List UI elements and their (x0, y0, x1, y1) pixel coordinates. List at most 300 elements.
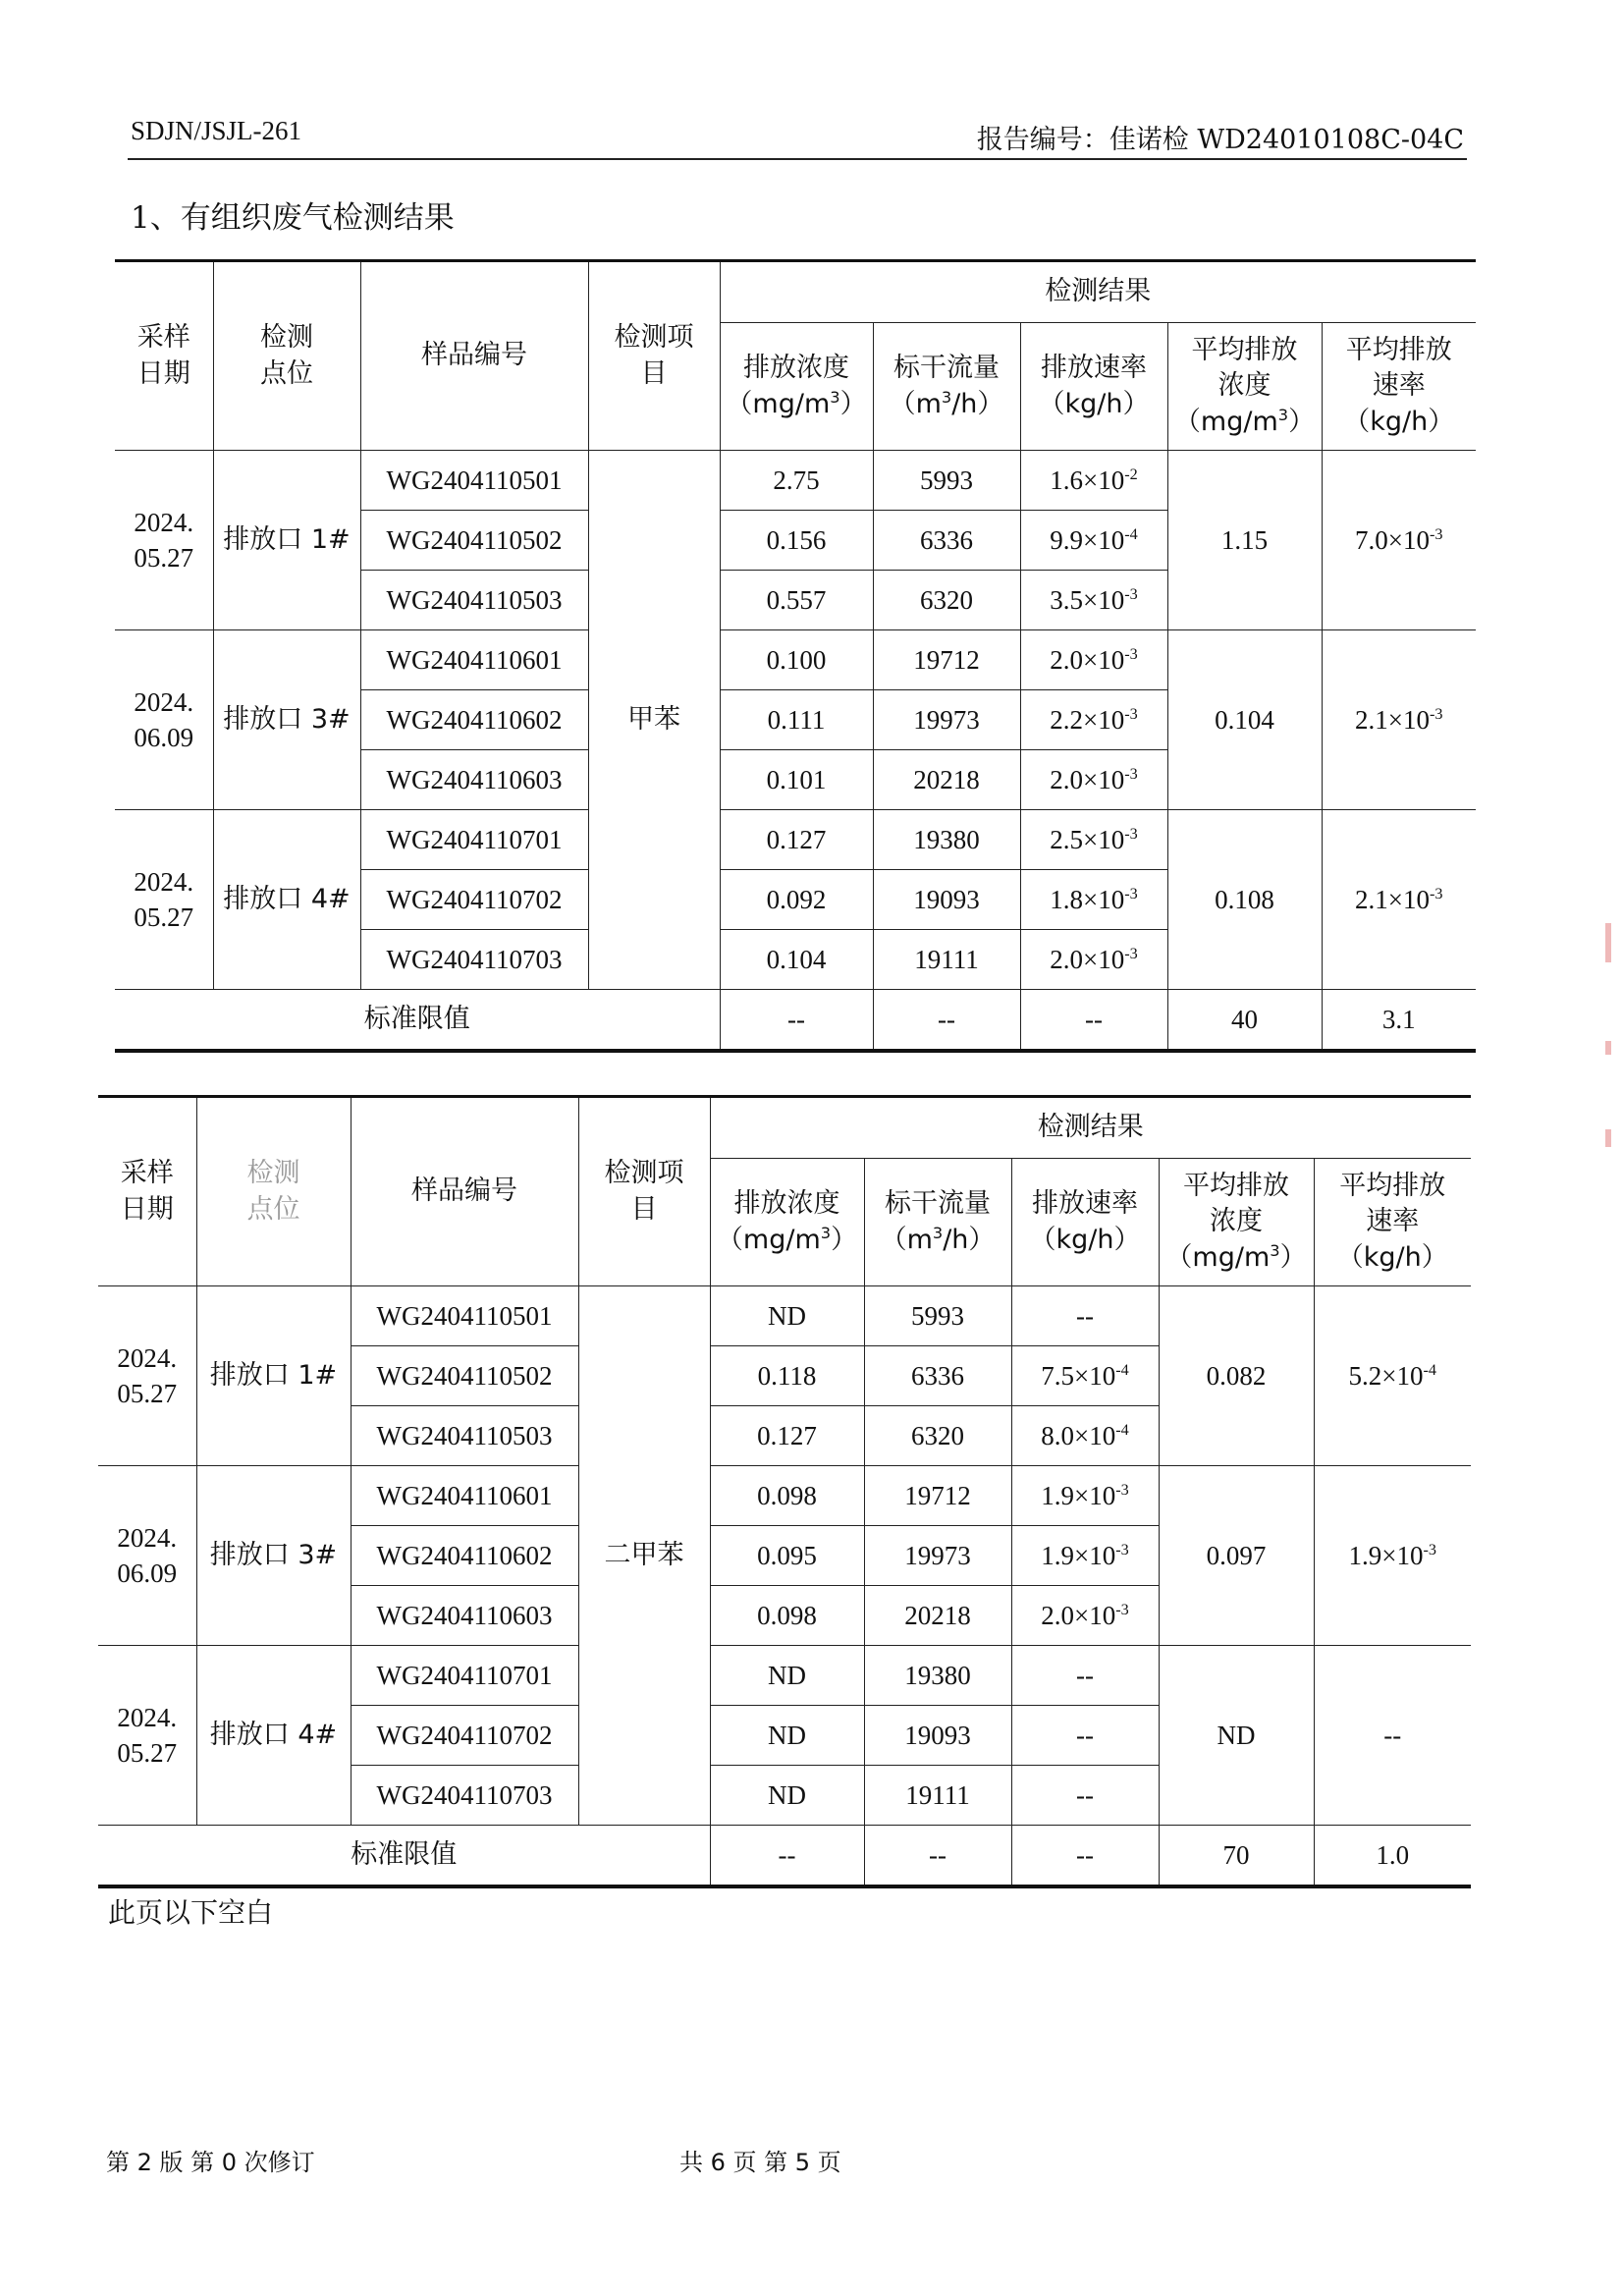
standard-dry-flow (873, 750, 1020, 810)
limit-flow (864, 1826, 1011, 1886)
value-text: 6336 (920, 524, 973, 555)
sample-number (351, 1286, 578, 1346)
superscript: -4 (1115, 1360, 1129, 1379)
toluene-results-table (115, 259, 1476, 1053)
header-standard-dry-flow (864, 1159, 1011, 1286)
header-average-concentration (1159, 1159, 1314, 1286)
value-text: -- (787, 1004, 805, 1034)
sample-text: WG2404110503 (376, 1420, 553, 1450)
emission-concentration (710, 1526, 864, 1586)
superscript: -3 (1124, 764, 1138, 783)
value-text: 9.9×10 (1050, 524, 1125, 555)
header-text: 检测 (260, 322, 313, 354)
standard-dry-flow (873, 451, 1020, 511)
header-text: 速率 (1372, 370, 1426, 402)
header-text: （mg/m (726, 388, 831, 419)
value-text: 0.100 (766, 644, 827, 675)
date-text: 05.27 (117, 1738, 178, 1768)
standard-dry-flow (873, 870, 1020, 930)
value-text: 19093 (913, 884, 980, 914)
superscript: -3 (1124, 704, 1138, 723)
sample-number (351, 1706, 578, 1766)
average-rate (1322, 810, 1476, 990)
date-text: 2024. (134, 507, 194, 537)
superscript: -3 (1124, 944, 1138, 962)
sample-number (360, 930, 588, 990)
date-text: 2024. (134, 686, 194, 717)
header-text: 标干流量 (885, 1188, 991, 1220)
report-number: 报告编号：佳诺检 WD24010108C-04C (976, 125, 1464, 155)
emission-rate (1020, 571, 1167, 630)
standard-dry-flow (864, 1346, 1011, 1406)
value-text: 0.101 (766, 764, 827, 794)
header-text: 排放速率 (1041, 353, 1147, 384)
value-text: 2.0×10 (1050, 944, 1125, 974)
standard-dry-flow (873, 810, 1020, 870)
sample-text: WG2404110503 (386, 584, 563, 615)
sample-number (360, 571, 588, 630)
superscript: 3 (932, 1223, 944, 1242)
value-text: 6320 (911, 1420, 964, 1450)
emission-concentration (720, 511, 873, 571)
header-text: 检测结果 (1037, 1112, 1144, 1143)
average-concentration (1159, 1646, 1314, 1826)
average-concentration (1167, 630, 1322, 810)
table-row (98, 1286, 1471, 1346)
header-text: （m (880, 1224, 933, 1255)
test-location (213, 451, 360, 630)
limit-concentration (720, 990, 873, 1051)
value-text: 1.8×10 (1050, 884, 1125, 914)
value-text: 0.118 (757, 1360, 817, 1391)
location-text: 排放口 4# (223, 883, 351, 914)
value-text: 19380 (904, 1660, 971, 1690)
value-text: 40 (1231, 1004, 1258, 1034)
sample-text: WG2404110502 (376, 1360, 553, 1391)
revision-info: 第 2 版 第 0 次修订 (106, 2149, 315, 2176)
average-rate (1322, 451, 1476, 630)
header-emission-rate (1020, 323, 1167, 451)
superscript: 3 (1277, 405, 1289, 424)
average-concentration (1159, 1466, 1314, 1646)
standard-dry-flow (873, 571, 1020, 630)
emission-concentration (720, 690, 873, 750)
emission-concentration (720, 571, 873, 630)
value-text: -- (1076, 1779, 1094, 1810)
location-text: 排放口 1# (223, 523, 351, 555)
location-text: 排放口 1# (209, 1359, 338, 1391)
value-text: 7.0×10 (1355, 524, 1431, 555)
standard-dry-flow (864, 1706, 1011, 1766)
value-text: 0.097 (1206, 1540, 1267, 1570)
date-text: 05.27 (117, 1379, 178, 1408)
sample-number (360, 690, 588, 750)
header-text: （mg/m (716, 1224, 821, 1255)
sample-text: WG2404110602 (386, 704, 563, 735)
header-sample-number (360, 261, 588, 451)
date-text: 05.27 (134, 543, 194, 573)
page-counter: 共 6 页 第 5 页 (679, 2149, 841, 2176)
superscript: -3 (1423, 1540, 1437, 1558)
header-test-item (588, 261, 720, 451)
value-text: 1.15 (1220, 524, 1269, 555)
value-text: 70 (1222, 1839, 1250, 1870)
header-text: 目 (630, 1193, 658, 1225)
sample-text: WG2404110602 (376, 1540, 553, 1570)
date-text: 2024. (117, 1342, 178, 1373)
superscript: -3 (1124, 584, 1138, 603)
sample-text: WG2404110702 (376, 1720, 553, 1750)
emission-concentration (710, 1406, 864, 1466)
superscript: 3 (830, 387, 840, 407)
standard-limit-label (115, 990, 720, 1051)
value-text: -- (1076, 1839, 1094, 1870)
value-text: 0.092 (766, 884, 827, 914)
date-text: 2024. (134, 866, 194, 897)
value-text: 0.098 (757, 1480, 817, 1510)
emission-rate (1011, 1586, 1159, 1646)
header-text: 点位 (260, 357, 313, 389)
sampling-date (98, 1466, 196, 1646)
header-text: ） (831, 1224, 858, 1255)
value-text: 2.0×10 (1041, 1600, 1116, 1630)
emission-concentration (720, 750, 873, 810)
value-text: -- (1076, 1660, 1094, 1690)
value-text: -- (938, 1004, 955, 1034)
value-text: 6336 (911, 1360, 964, 1391)
header-text: /h） (943, 1224, 996, 1255)
value-text: 2.0×10 (1050, 764, 1125, 794)
emission-concentration (720, 870, 873, 930)
value-text: 0.127 (766, 824, 827, 854)
value-text: 0.098 (757, 1600, 817, 1630)
sample-text: WG2404110603 (376, 1600, 553, 1630)
emission-concentration (720, 451, 873, 511)
header-sampling-date (98, 1097, 196, 1286)
emission-concentration (710, 1466, 864, 1526)
superscript: -3 (1430, 524, 1443, 543)
item-text: 甲苯 (627, 703, 680, 735)
value-text: 2.0×10 (1050, 644, 1125, 675)
superscript: -3 (1430, 884, 1443, 902)
value-text: 1.9×10 (1041, 1480, 1116, 1510)
value-text: 0.104 (766, 944, 827, 974)
emission-rate (1011, 1466, 1159, 1526)
date-text: 06.09 (117, 1558, 178, 1588)
value-text: 5993 (911, 1300, 964, 1331)
sample-text: WG2404110603 (386, 764, 563, 794)
header-text: 检测项 (614, 322, 694, 354)
value-text: 0.082 (1206, 1360, 1267, 1391)
table-row (98, 1646, 1471, 1706)
value-text: -- (1076, 1300, 1094, 1331)
value-text: 0.156 (766, 524, 827, 555)
value-text: 20218 (913, 764, 980, 794)
header-text: 排放浓度 (733, 1188, 840, 1220)
standard-limit-row (98, 1826, 1471, 1886)
emission-concentration (710, 1346, 864, 1406)
header-average-concentration (1167, 323, 1322, 451)
standard-dry-flow (873, 630, 1020, 690)
header-emission-concentration (720, 323, 873, 451)
header-text: 采样 (136, 322, 190, 354)
limit-average-concentration (1159, 1826, 1314, 1886)
sampling-date (115, 451, 213, 630)
value-text: 0.095 (757, 1540, 817, 1570)
superscript: -4 (1124, 524, 1138, 543)
sample-number (360, 750, 588, 810)
sampling-date (115, 810, 213, 990)
superscript: -4 (1115, 1420, 1129, 1439)
value-text: 2.1×10 (1355, 884, 1431, 914)
average-rate (1314, 1286, 1471, 1466)
header-text: 日期 (136, 357, 190, 389)
item-text: 二甲苯 (604, 1539, 684, 1570)
limit-rate (1020, 990, 1167, 1051)
value-text: ND (1217, 1720, 1256, 1750)
header-text: 速率 (1366, 1206, 1420, 1237)
value-text: 0.108 (1215, 884, 1274, 914)
value-text: 1.9×10 (1041, 1540, 1116, 1570)
value-text: 20218 (904, 1600, 971, 1630)
header-text: 平均排放 (1345, 334, 1452, 365)
header-text: 样品编号 (411, 1175, 517, 1207)
standard-dry-flow (873, 930, 1020, 990)
emission-rate (1020, 810, 1167, 870)
value-text: 2.2×10 (1050, 704, 1125, 735)
test-location (196, 1466, 351, 1646)
value-text: ND (768, 1720, 806, 1750)
header-sample-number (351, 1097, 578, 1286)
section-title: 1、有组织废气检测结果 (131, 200, 455, 236)
table-row (115, 630, 1476, 690)
value-text: 2.5×10 (1050, 824, 1125, 854)
header-text: 平均排放 (1339, 1170, 1446, 1201)
sample-number (351, 1646, 578, 1706)
value-text: 7.5×10 (1041, 1360, 1116, 1391)
blank-below-note: 此页以下空白 (108, 1896, 274, 1929)
header-text: （mg/m (1173, 406, 1278, 437)
test-location (213, 630, 360, 810)
location-text: 排放口 4# (209, 1719, 338, 1750)
sample-text: WG2404110703 (376, 1779, 553, 1810)
test-location (213, 810, 360, 990)
document-code: SDJN/JSJL-261 (131, 116, 302, 145)
standard-dry-flow (864, 1766, 1011, 1826)
seal-edge-mark (1605, 1041, 1611, 1055)
sample-text: WG2404110703 (386, 944, 563, 974)
emission-rate (1020, 930, 1167, 990)
sample-text: WG2404110701 (376, 1660, 553, 1690)
standard-dry-flow (873, 511, 1020, 571)
sample-number (360, 630, 588, 690)
average-concentration (1167, 810, 1322, 990)
emission-rate (1020, 511, 1167, 571)
emission-concentration (720, 630, 873, 690)
test-item (578, 1286, 710, 1826)
header-rule (128, 158, 1467, 160)
limit-average-rate (1322, 990, 1476, 1051)
header-test-item (578, 1097, 710, 1286)
header-test-results (720, 261, 1476, 323)
sample-text: WG2404110601 (386, 644, 563, 675)
test-location (196, 1646, 351, 1826)
limit-label: 标准限值 (363, 1003, 470, 1034)
header-text: 标干流量 (893, 353, 1000, 384)
limit-average-concentration (1167, 990, 1322, 1051)
header-average-rate (1314, 1159, 1471, 1286)
header-text: 浓度 (1210, 1206, 1263, 1237)
emission-concentration (720, 810, 873, 870)
header-text: （m (889, 388, 942, 419)
average-rate (1322, 630, 1476, 810)
emission-concentration (710, 1586, 864, 1646)
date-text: 06.09 (134, 723, 194, 752)
emission-rate (1011, 1286, 1159, 1346)
value-text: 2.1×10 (1355, 704, 1431, 735)
value-text: 3.5×10 (1050, 584, 1125, 615)
limit-concentration (710, 1826, 864, 1886)
superscript: -4 (1423, 1360, 1437, 1379)
header-text: ） (1288, 406, 1316, 437)
emission-rate (1020, 690, 1167, 750)
header-text: 采样 (120, 1158, 174, 1189)
superscript: -3 (1115, 1480, 1129, 1499)
sample-number (351, 1346, 578, 1406)
location-text: 排放口 3# (209, 1539, 338, 1570)
value-text: -- (778, 1839, 796, 1870)
standard-dry-flow (864, 1286, 1011, 1346)
emission-rate (1011, 1346, 1159, 1406)
header-text: （mg/m (1165, 1241, 1271, 1273)
superscript: -3 (1115, 1540, 1129, 1558)
header-text: 浓度 (1217, 370, 1271, 402)
value-text: 19093 (904, 1720, 971, 1750)
date-text: 2024. (117, 1702, 178, 1732)
value-text: 1.9×10 (1348, 1540, 1424, 1570)
seal-edge-mark (1605, 1129, 1611, 1147)
value-text: 3.1 (1381, 1004, 1416, 1034)
header-standard-dry-flow (873, 323, 1020, 451)
sample-number (360, 870, 588, 930)
emission-rate (1011, 1646, 1159, 1706)
header-test-results (710, 1097, 1471, 1159)
header-text: （kg/h） (1029, 1224, 1141, 1255)
standard-dry-flow (864, 1646, 1011, 1706)
date-text: 2024. (117, 1522, 178, 1553)
sample-number (351, 1586, 578, 1646)
average-concentration (1167, 451, 1322, 630)
limit-label: 标准限值 (351, 1838, 458, 1870)
sample-number (351, 1466, 578, 1526)
sample-number (351, 1526, 578, 1586)
sample-text: WG2404110501 (386, 465, 563, 495)
superscript: -3 (1124, 884, 1138, 902)
emission-concentration (710, 1706, 864, 1766)
superscript: -3 (1115, 1600, 1129, 1618)
header-text: 排放速率 (1032, 1188, 1138, 1220)
average-rate (1314, 1646, 1471, 1826)
header-text: /h） (951, 388, 1004, 419)
header-text: 检测项 (604, 1158, 684, 1189)
header-text: （kg/h） (1038, 388, 1150, 419)
standard-dry-flow (873, 690, 1020, 750)
emission-concentration (710, 1286, 864, 1346)
header-average-rate (1322, 323, 1476, 451)
superscript: -2 (1124, 465, 1138, 483)
standard-limit-label (98, 1826, 710, 1886)
date-text: 05.27 (134, 902, 194, 932)
header-text: 样品编号 (421, 340, 527, 371)
standard-dry-flow (864, 1526, 1011, 1586)
header-text: 检测 (246, 1158, 300, 1189)
sample-number (360, 511, 588, 571)
value-text: 0.104 (1215, 704, 1274, 735)
table-row (115, 451, 1476, 511)
sample-text: WG2404110601 (376, 1480, 553, 1510)
sampling-date (98, 1286, 196, 1466)
emission-concentration (710, 1766, 864, 1826)
superscript: 3 (820, 1223, 832, 1242)
header-text: （kg/h） (1336, 1241, 1448, 1273)
emission-concentration (710, 1646, 864, 1706)
header-emission-concentration (710, 1159, 864, 1286)
header-test-location (196, 1097, 351, 1286)
limit-average-rate (1314, 1826, 1471, 1886)
header-emission-rate (1011, 1159, 1159, 1286)
seal-edge-mark (1605, 923, 1611, 962)
sampling-date (98, 1646, 196, 1826)
header-text: 检测结果 (1045, 276, 1152, 307)
value-text: 19973 (904, 1540, 971, 1570)
emission-rate (1020, 630, 1167, 690)
header-sampling-date (115, 261, 213, 451)
header-text: 排放浓度 (743, 353, 849, 384)
value-text: 19712 (913, 644, 980, 675)
header-text: ） (839, 388, 867, 419)
emission-rate (1011, 1406, 1159, 1466)
value-text: 1.6×10 (1050, 465, 1125, 495)
value-text: 0.111 (767, 704, 826, 735)
value-text: -- (929, 1839, 947, 1870)
superscript: -3 (1124, 644, 1138, 663)
value-text: 19380 (913, 824, 980, 854)
emission-concentration (720, 930, 873, 990)
location-text: 排放口 3# (223, 703, 351, 735)
standard-dry-flow (864, 1406, 1011, 1466)
value-text: 0.557 (766, 584, 827, 615)
value-text: 5993 (920, 465, 973, 495)
sample-text: WG2404110502 (386, 524, 563, 555)
header-text: 目 (640, 357, 668, 389)
sample-number (351, 1766, 578, 1826)
emission-rate (1020, 870, 1167, 930)
xylene-results-table (98, 1095, 1471, 1888)
value-text: 2.75 (773, 465, 820, 495)
table-row (115, 810, 1476, 870)
average-rate (1314, 1466, 1471, 1646)
emission-rate (1011, 1526, 1159, 1586)
superscript: 3 (1270, 1240, 1280, 1260)
value-text: 1.0 (1376, 1839, 1410, 1870)
value-text: -- (1383, 1720, 1402, 1750)
value-text: ND (768, 1779, 806, 1810)
value-text: 5.2×10 (1348, 1360, 1424, 1391)
value-text: 6320 (920, 584, 973, 615)
sample-text: WG2404110701 (386, 824, 563, 854)
sample-text: WG2404110501 (376, 1300, 553, 1331)
average-concentration (1159, 1286, 1314, 1466)
